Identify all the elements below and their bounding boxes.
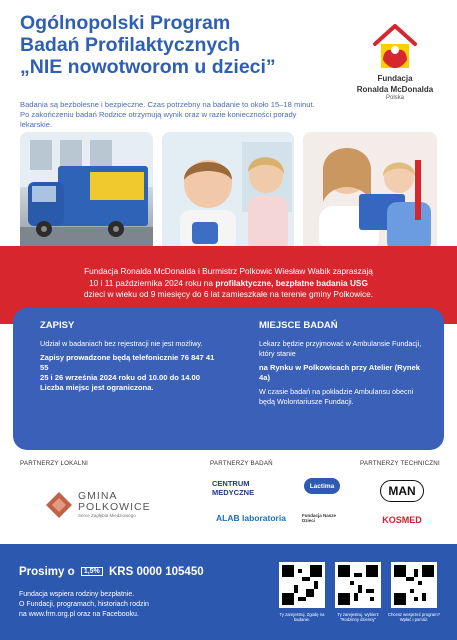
mother-child-icon [303,132,437,252]
zapisy-limit: Liczba miejsc jest ograniczona. [40,383,154,392]
tax-request [19,566,204,578]
footer-text [19,590,259,620]
gmina-name [78,491,151,513]
fundacja-small-logo: Fundacja Nasze Dzieci [302,513,337,523]
title-line-2: Badań Profilaktycznych [20,34,240,56]
ambulance-icon [20,132,153,252]
info-box [13,308,444,450]
gmina-emblem-icon [44,490,74,520]
miejsce-heading: MIEJSCE BADAŃ [259,320,338,331]
children-icon [162,132,294,252]
lactima-logo: Lactima [304,478,340,494]
qr-code-3[interactable] [391,562,437,608]
miejsce-location: na Rynku w Polkowicach przy Atelier (Rynek 4a) [259,363,420,382]
children-photo [162,132,294,252]
announcement-part-2: 10 i 11 października 2024 roku na [89,277,213,288]
man-logo: MAN [380,480,424,502]
logo-line-3: Polska [385,95,404,101]
footer-line-1: Fundacja wspiera rodziny bezpłatnie. [19,591,135,598]
logo-line-2: Ronalda McDonalda [356,85,434,94]
qr-code-2[interactable] [335,562,381,608]
photo-strip [20,132,437,252]
krs-number: KRS 0000 105450 [108,566,204,578]
prosimy-label: Prosimy o [19,566,75,578]
qr-caption-3: Chcesz wesprzeć program? Wpłać i pomóż. [388,612,440,622]
qr-caption-2: Ty zarejestruj. wybierz "Rodzinny dzienny" [337,612,379,622]
announcement-text [14,266,443,301]
miejsce-text-2: W czasie badań na pokładzie Ambulansu obecni będą Wolontariusze Fundacji. [259,387,414,406]
page-title [20,12,340,78]
footer-line-3: na www.frm.org.pl oraz na Facebooku. [19,611,139,618]
centrum-medyczne-logo: CENTRUM MEDYCZNE [212,479,255,497]
zapisy-text: Udział w badaniach bez rejestracji nie jest możliwy. [40,339,203,348]
gmina-polkowice-logo [44,488,184,522]
qr-code-icon [282,565,322,605]
mother-child-photo [303,132,437,252]
partners-local-title: PARTNERZY LOKALNI [20,460,89,467]
intro-text: Badania są bezbolesne i bezpieczne. Czas potrzebny na badanie to około 15–18 minut. Po zakończeniu badań Rodzice otrzymują wynik oraz w razie konieczności porady lekarskie. [20,100,315,129]
foundation-logo [350,20,440,110]
gmina-name-2: POLKOWICE [78,501,151,513]
announcement-highlight: profilaktyczne, bezpłatne badania USG [215,277,368,288]
alab-logo: ALAB laboratoria [216,513,286,523]
miejsce-text-1: Lekarz będzie przyjmować w Ambulansie Fundacji, który stanie [259,339,422,358]
footer-line-2: O Fundacji, programach, historiach rodzin [19,601,149,608]
qr-code-1[interactable] [279,562,325,608]
title-line-1: Ogólnopolski Program [20,12,231,34]
zapisy-section [40,320,220,393]
logo-line-1: Fundacja [377,74,413,83]
partners-research-title: PARTNERZY BADAŃ [210,460,273,467]
partners-tech-title: PARTNERZY TECHNICZNI [360,460,440,467]
gmina-subtitle: Serce Zagłębia Miedziowego [78,513,136,518]
announcement-part-1: Fundacja Ronalda McDonalda i Burmistrz Polkowic Wiesław Wabik zapraszają [84,266,373,276]
title-line-3: „NIE nowotworom u dzieci” [20,56,276,78]
percent-badge: 1,5% [81,567,103,576]
zapisy-phone: Zapisy prowadzone będą telefonicznie 76 847 41 55 [40,353,215,372]
ambulance-photo [20,132,153,252]
miejsce-section [259,320,429,407]
kosmed-logo: KOSMED [382,515,422,525]
qr-code-icon [394,565,434,605]
zapisy-dates: 25 i 26 września 2024 roku od 10.00 do 14.00 [40,373,200,382]
qr-caption-1: Ty zarejestruj. Zgodę na badanie. [279,612,325,622]
house-hands-icon [371,20,419,72]
gmina-name-1: GMINA [78,490,118,502]
qr-code-icon [338,565,378,605]
zapisy-heading: ZAPISY [40,320,75,331]
announcement-part-3: dzieci w wieku od 9 miesięcy do 6 lat zamieszkałe na terenie gminy Polkowice. [83,289,374,299]
